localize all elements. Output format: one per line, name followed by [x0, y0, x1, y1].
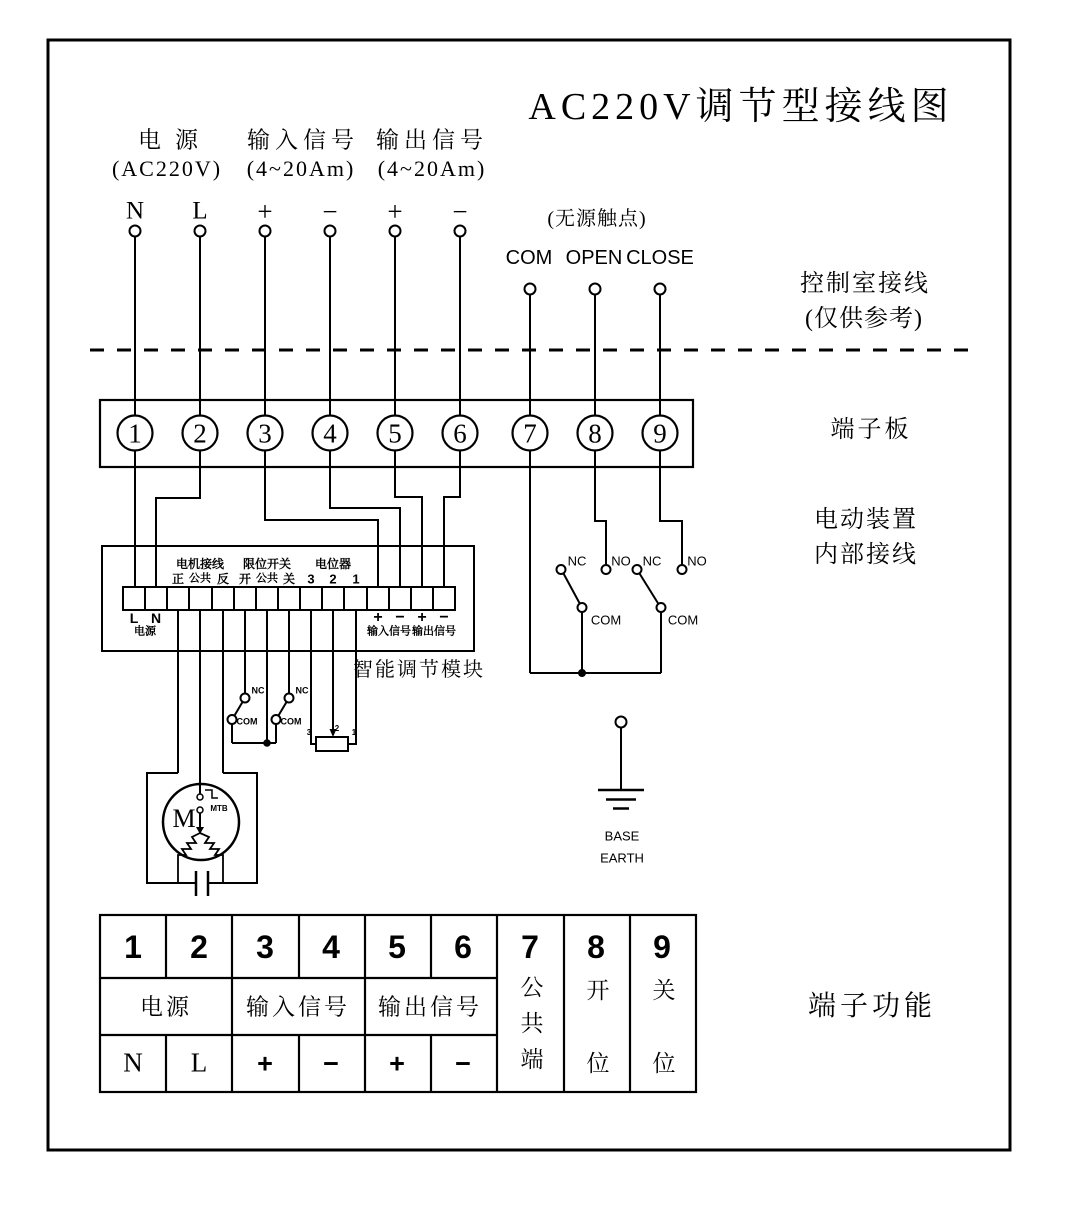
motor-m-label: M	[172, 804, 196, 833]
pot-label-3: 3	[306, 728, 312, 737]
module-cell-zheng: 正	[171, 572, 185, 586]
board-terminal-8: 8	[588, 418, 602, 449]
switch-com2-label: COM	[667, 612, 699, 628]
switch-nc2-label: NC	[642, 553, 662, 569]
table-num-2: 2	[190, 929, 208, 965]
module-sign-out-minus: −	[439, 609, 449, 626]
board-terminal-3: 3	[258, 418, 272, 449]
module-cell-gonggong-2: 公共	[256, 572, 278, 585]
table-num-9: 9	[653, 929, 671, 965]
board-terminal-9: 9	[653, 418, 667, 449]
board-terminal-7: 7	[523, 418, 537, 449]
limit-com1-label: COM	[236, 716, 258, 727]
table-col9-function: 关位	[649, 978, 675, 1124]
table-group-input: 输入信号	[246, 994, 350, 1020]
internal-wiring-note-2: 内部接线	[814, 542, 918, 568]
pot-label-2: 2	[334, 724, 340, 733]
input-group-sub: (4~20Am)	[246, 156, 356, 181]
table-sym-out-plus: +	[389, 1048, 405, 1079]
module-name-label: 智能调节模块	[353, 659, 485, 681]
module-group-motor: 电机接线	[175, 557, 225, 571]
table-sym-l: L	[190, 1047, 208, 1078]
table-sym-in-minus: −	[323, 1048, 339, 1079]
module-power-n: N	[150, 610, 162, 626]
table-col8-function: 开位	[583, 978, 609, 1124]
module-sign-in-minus: −	[395, 609, 405, 626]
module-cell-3: 3	[307, 571, 315, 587]
close-terminal-label: CLOSE	[626, 247, 694, 269]
output-minus-label: −	[452, 196, 468, 227]
module-cell-fan: 反	[216, 572, 230, 586]
table-num-8: 8	[587, 929, 605, 965]
table-group-output: 输出信号	[378, 994, 482, 1020]
table-num-5: 5	[388, 929, 406, 965]
module-cell-kai: 开	[238, 572, 252, 586]
power-group-label: 电源	[138, 127, 212, 153]
diagram-title: AC220V调节型接线图	[528, 86, 954, 128]
control-room-note-1: 控制室接线	[800, 271, 930, 297]
power-group-sub: (AC220V)	[111, 156, 223, 181]
table-num-1: 1	[124, 929, 142, 965]
board-terminal-4: 4	[323, 418, 337, 449]
input-group-label: 输入信号	[247, 127, 359, 153]
module-cell-1: 1	[352, 571, 360, 587]
terminal-n-label: N	[125, 197, 145, 225]
module-output-signal-label: 输出信号	[412, 625, 456, 638]
table-sym-out-minus: −	[455, 1048, 471, 1079]
limit-nc2-label: NC	[295, 685, 309, 696]
board-terminal-1: 1	[128, 418, 142, 449]
module-cell-gonggong-1: 公共	[189, 572, 211, 585]
module-input-signal-label: 输入信号	[367, 625, 411, 638]
module-group-pot: 电位器	[314, 557, 352, 571]
ground-base-label: BASE	[604, 828, 640, 844]
table-num-6: 6	[454, 929, 472, 965]
open-terminal-label: OPEN	[565, 247, 623, 269]
table-num-3: 3	[256, 929, 274, 965]
pot-label-1: 1	[351, 728, 357, 737]
output-plus-label: +	[387, 196, 403, 227]
switch-com1-label: COM	[590, 612, 622, 628]
output-group-label: 输出信号	[376, 127, 488, 153]
limit-com2-label: COM	[280, 716, 302, 727]
module-group-limit: 限位开关	[242, 557, 292, 571]
input-minus-label: −	[322, 196, 338, 227]
table-col7-function: 公共端	[517, 975, 543, 1083]
module-sign-in-plus: +	[373, 609, 383, 626]
table-sym-in-plus: +	[257, 1048, 273, 1079]
board-terminal-6: 6	[453, 418, 467, 449]
potentiometer	[316, 729, 348, 751]
ground-earth-label: EARTH	[600, 850, 644, 866]
control-room-note-2: (仅供参考)	[805, 306, 923, 332]
output-group-sub: (4~20Am)	[377, 156, 487, 181]
dry-contact-note: (无源触点)	[547, 208, 647, 230]
limit-nc1-label: NC	[251, 685, 265, 696]
terminal-l-label: L	[192, 197, 208, 225]
ground-symbol	[598, 717, 644, 809]
table-sym-n: N	[123, 1047, 143, 1078]
board-terminal-2: 2	[193, 418, 207, 449]
terminal-board-note: 端子板	[830, 417, 912, 443]
board-terminal-5: 5	[388, 418, 402, 449]
input-plus-label: +	[257, 196, 273, 227]
module-power-l: L	[129, 610, 139, 626]
switch-no2-label: NO	[687, 553, 707, 569]
com-terminal-label: COM	[505, 247, 553, 269]
internal-wiring-note-1: 电动装置	[814, 507, 918, 533]
motor-mtb-label: MTB	[210, 804, 228, 813]
table-group-power: 电源	[140, 994, 192, 1020]
module-power-label: 电源	[134, 625, 156, 638]
motor-assembly	[147, 773, 257, 896]
table-num-7: 7	[521, 929, 539, 965]
module-output-wires	[178, 610, 356, 794]
switch-no1-label: NO	[611, 553, 631, 569]
terminal-function-note: 端子功能	[807, 991, 937, 1022]
module-cell-2: 2	[329, 571, 337, 587]
module-sign-out-plus: +	[417, 609, 427, 626]
table-num-4: 4	[322, 929, 340, 965]
module-cell-guan: 关	[282, 572, 296, 586]
switch-nc1-label: NC	[567, 553, 587, 569]
